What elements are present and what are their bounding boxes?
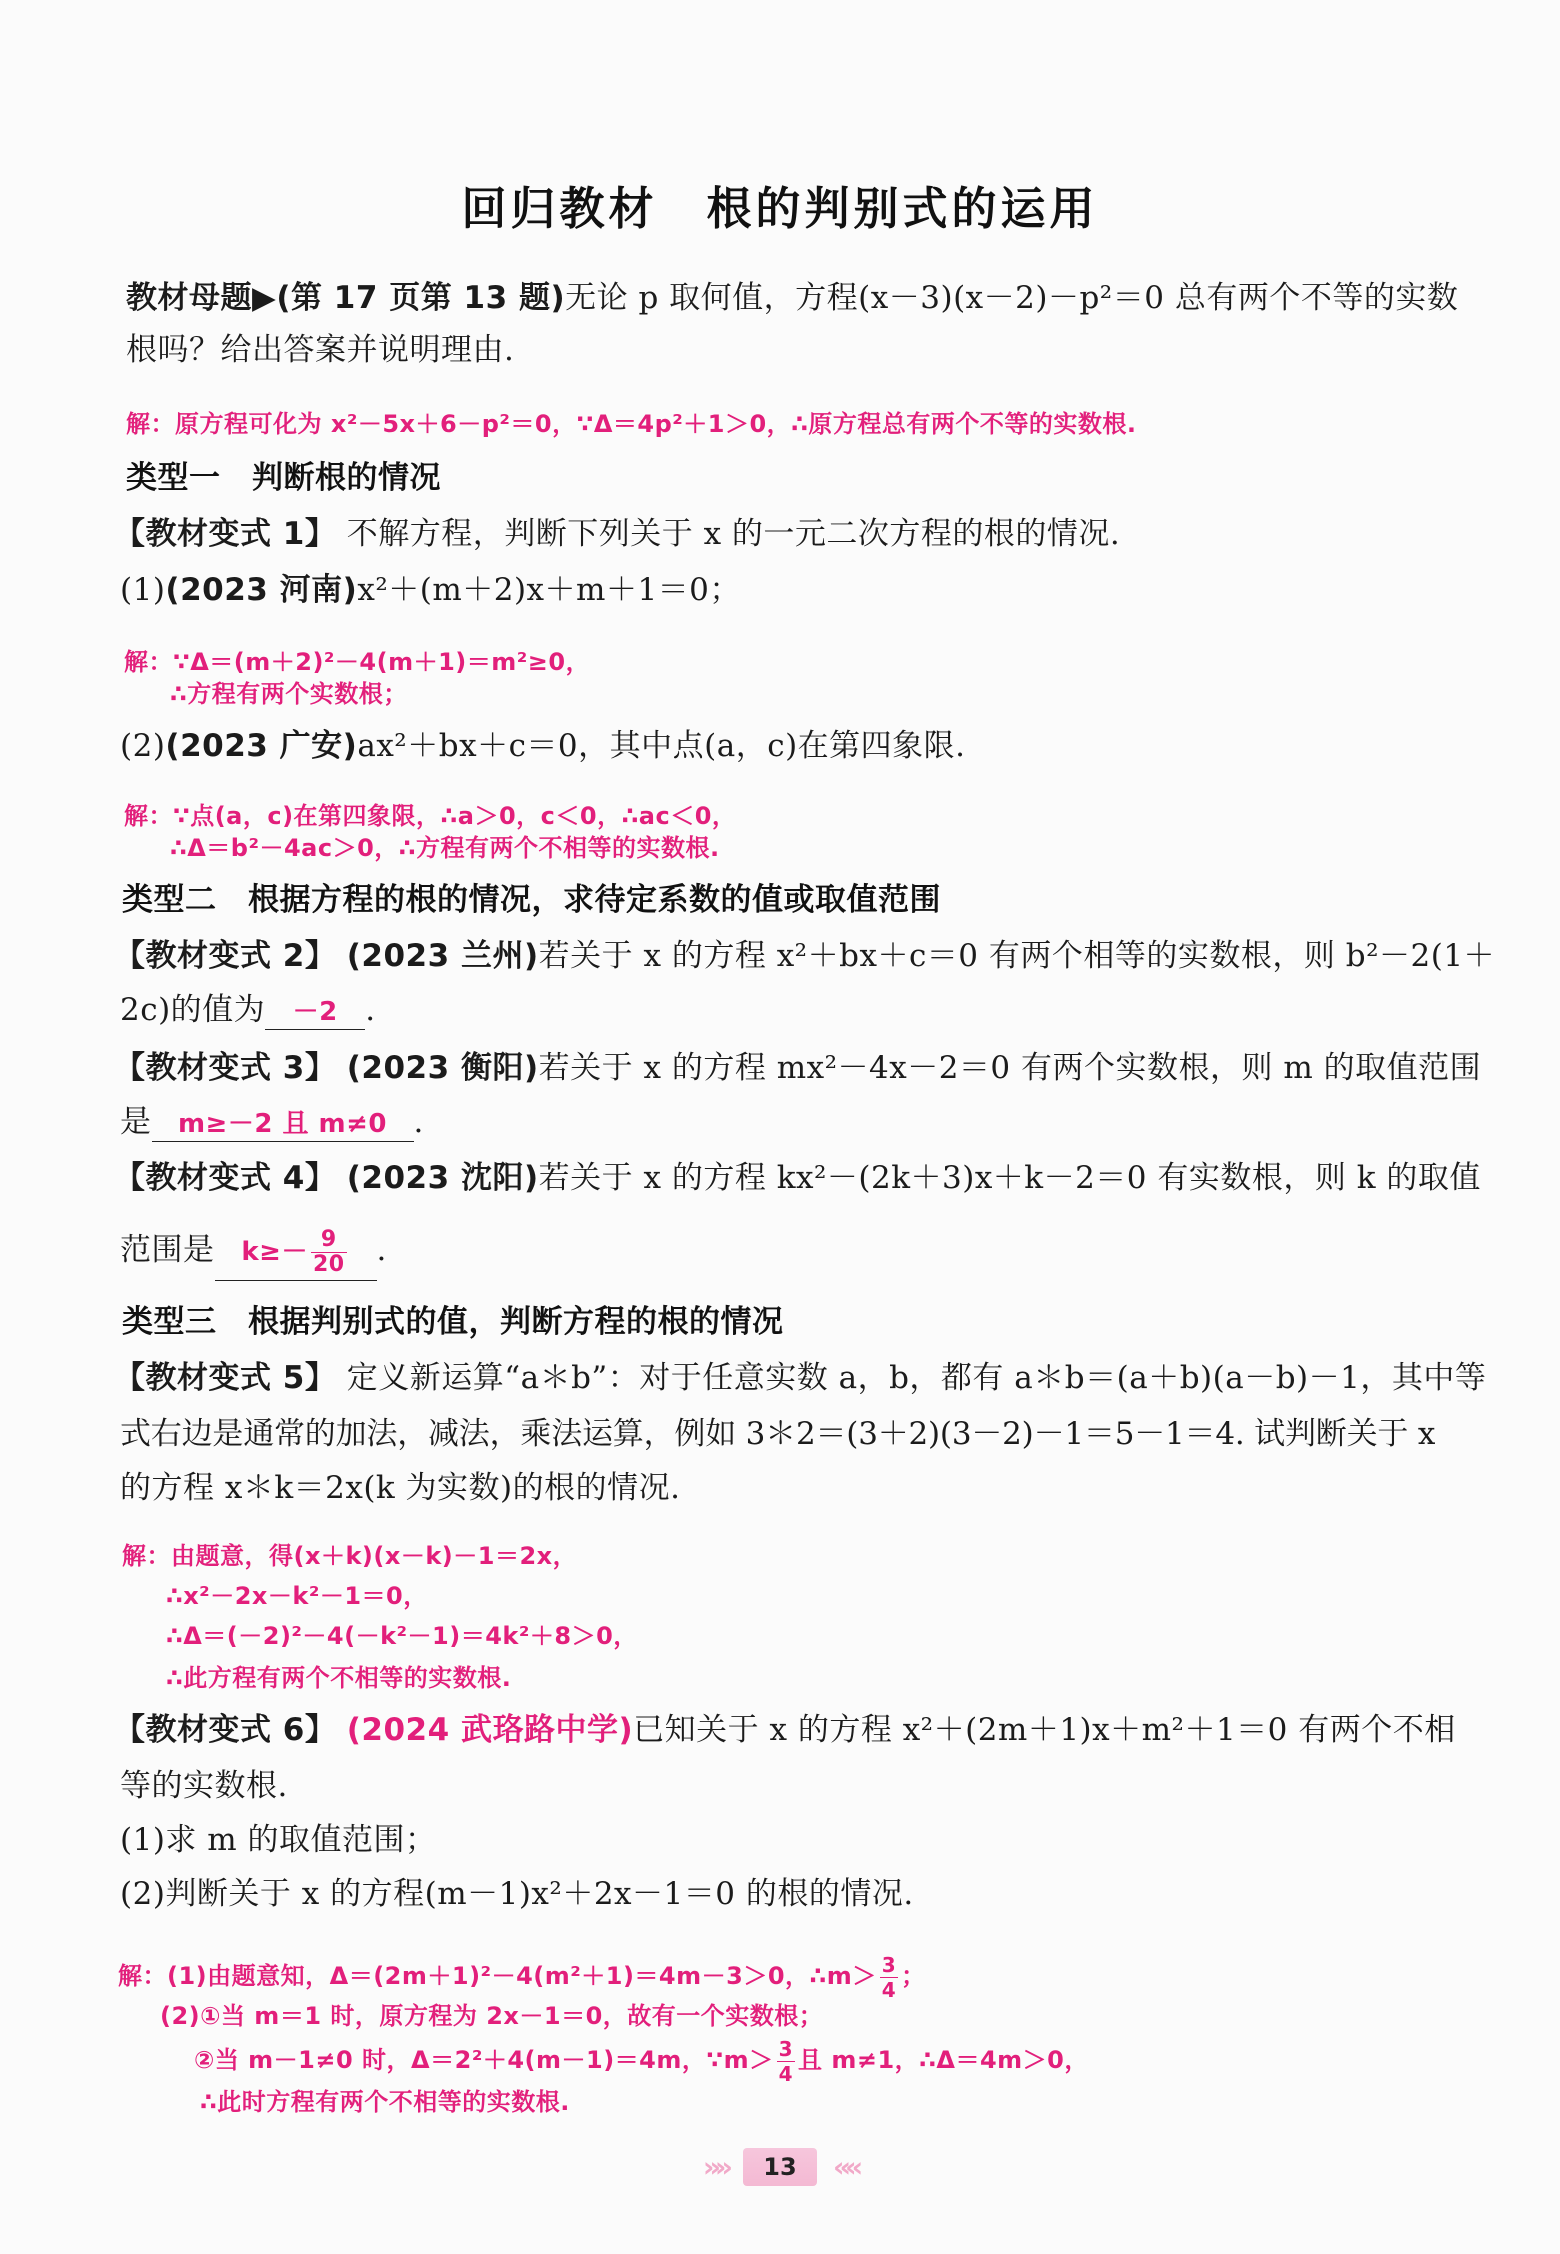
variant4-line1 [114, 1158, 1481, 1198]
variant3-period: . [413, 1104, 424, 1140]
variant2-text1: 若关于 x 的方程 x²＋bx＋c＝0 有两个相等的实数根，则 b²－2(1＋ [538, 938, 1496, 974]
variant2-answer: －2 [265, 995, 365, 1030]
variant4-period: . [376, 1232, 387, 1268]
mother-problem-label: 教材母题▶(第 17 页第 13 题) [126, 280, 566, 316]
sol6-line3-end: 且 m≠1，∴Δ＝4m＞0， [798, 2046, 1089, 2074]
variant2-label: 【教材变式 2】 [114, 938, 337, 974]
variant1-sol1-line2: ∴方程有两个实数根； [170, 680, 408, 708]
sol6-line3-text: ②当 m－1≠0 时，Δ＝2²＋4(m－1)＝4m，∵m＞ [194, 2046, 774, 2074]
variant3-text2: 是 [120, 1104, 152, 1140]
variant4-text2: 范围是 [120, 1232, 215, 1268]
chevron-left-icon: «« [833, 2150, 858, 2184]
variant6-line2: 等的实数根. [120, 1768, 288, 1804]
sol6-fraction-1 [880, 1953, 898, 2002]
variant1-text: 不解方程，判断下列关于 x 的一元二次方程的根的情况. [346, 516, 1121, 552]
type1-heading: 类型一 判断根的情况 [126, 460, 441, 496]
variant6-sol-line2: (2)①当 m＝1 时，原方程为 2x－1＝0，故有一个实数根； [160, 2002, 824, 2030]
variant2-text2: 2c)的值为 [120, 992, 266, 1028]
variant3-line1 [114, 1048, 1481, 1088]
type3-heading: 类型三 根据判别式的值，判断方程的根的情况 [122, 1304, 784, 1340]
variant5-text1: 定义新运算“a＊b”：对于任意实数 a，b，都有 a＊b＝(a＋b)(a－b)－1，其中等 [346, 1360, 1487, 1396]
variant5-sol-line1: 解：由题意，得(x＋k)(x－k)－1＝2x， [122, 1542, 578, 1570]
q2-equation: ax²＋bx＋c＝0，其中点(a，c)在第四象限. [357, 728, 966, 764]
variant4-fraction [311, 1228, 347, 1277]
q2-source: (2023 广安) [165, 728, 358, 764]
q1-equation: x²＋(m＋2)x＋m＋1＝0； [357, 572, 741, 608]
page-number: 13 [743, 2148, 817, 2186]
variant3-line2 [120, 1102, 424, 1142]
fraction-numerator: 3 [881, 1952, 897, 1977]
fraction-numerator: 3 [778, 2036, 794, 2061]
mother-problem-text1: 无论 p 取何值，方程(x－3)(x－2)－p²＝0 总有两个不等的实数 [565, 280, 1459, 316]
q2-prefix: (2) [120, 728, 166, 764]
variant1-line [114, 514, 1120, 554]
mother-solution: 解：原方程可化为 x²－5x＋6－p²＝0，∵Δ＝4p²＋1＞0，∴原方程总有两个不等的实数根. [126, 410, 1137, 438]
variant4-answer [215, 1224, 377, 1281]
q1-prefix: (1) [120, 572, 166, 608]
sol6-line1-end: ； [901, 1962, 926, 1990]
variant1-q2 [120, 726, 966, 766]
variant2-source: (2023 兰州) [346, 938, 539, 974]
variant4-line2 [120, 1222, 387, 1281]
page-footer [0, 2148, 1560, 2186]
q1-source: (2023 河南) [165, 572, 358, 608]
chevron-right-icon: »» [702, 2150, 727, 2184]
variant3-source: (2023 衡阳) [346, 1050, 539, 1086]
variant1-sol2-line1: 解：∵点(a，c)在第四象限，∴a＞0，c＜0，∴ac＜0， [124, 802, 737, 830]
type2-heading: 类型二 根据方程的根的情况，求待定系数的值或取值范围 [122, 882, 941, 918]
fraction-numerator: 9 [311, 1228, 347, 1253]
fraction-denominator: 4 [881, 1977, 897, 2002]
variant5-sol-line2: ∴x²－2x－k²－1＝0， [166, 1582, 428, 1610]
variant5-line3: 的方程 x＊k＝2x(k 为实数)的根的情况. [120, 1470, 681, 1506]
variant6-source: (2024 武珞路中学) [346, 1712, 634, 1748]
variant5-line2: 式右边是通常的加法，减法，乘法运算，例如 3＊2＝(3＋2)(3－2)－1＝5－1＝4. 试判断关于 x [120, 1416, 1436, 1452]
variant4-text1: 若关于 x 的方程 kx²－(2k＋3)x＋k－2＝0 有实数根，则 k 的取值 [538, 1160, 1481, 1196]
variant4-answer-prefix: k≥－ [241, 1237, 308, 1267]
variant5-line1 [114, 1358, 1486, 1398]
variant3-text1: 若关于 x 的方程 mx²－4x－2＝0 有两个实数根，则 m 的取值范围 [538, 1050, 1482, 1086]
mother-problem-line2: 根吗？给出答案并说明理由. [126, 332, 515, 368]
variant3-answer: m≥－2 且 m≠0 [152, 1107, 414, 1142]
fraction-denominator: 20 [312, 1252, 345, 1277]
variant6-line1 [114, 1710, 1456, 1750]
variant4-source: (2023 沈阳) [346, 1160, 539, 1196]
variant5-label: 【教材变式 5】 [114, 1360, 337, 1396]
variant6-text1: 已知关于 x 的方程 x²＋(2m＋1)x＋m²＋1＝0 有两个不相 [633, 1712, 1456, 1748]
variant3-label: 【教材变式 3】 [114, 1050, 337, 1086]
sol6-fraction-2 [777, 2037, 795, 2086]
variant4-label: 【教材变式 4】 [114, 1160, 337, 1196]
variant6-sol-line3 [194, 2032, 1089, 2088]
variant6-sol-line4: ∴此时方程有两个不相等的实数根. [200, 2088, 570, 2116]
variant2-line2 [120, 990, 376, 1030]
page-title: 回归教材 根的判别式的运用 [461, 182, 1099, 235]
sol6-line1-text: 解：(1)由题意知，Δ＝(2m＋1)²－4(m²＋1)＝4m－3＞0，∴m＞ [118, 1962, 877, 1990]
variant1-sol1-line1: 解：∵Δ＝(m＋2)²－4(m＋1)＝m²≥0， [124, 648, 591, 676]
variant2-period: . [365, 992, 376, 1028]
variant6-label: 【教材变式 6】 [114, 1712, 337, 1748]
variant5-sol-line4: ∴此方程有两个不相等的实数根. [166, 1664, 512, 1692]
variant5-sol-line3: ∴Δ＝(－2)²－4(－k²－1)＝4k²＋8＞0， [166, 1622, 638, 1650]
variant6-q2: (2)判断关于 x 的方程(m－1)x²＋2x－1＝0 的根的情况. [120, 1876, 914, 1912]
mother-problem-line1 [126, 278, 1458, 318]
variant2-line1 [114, 936, 1495, 976]
variant1-label: 【教材变式 1】 [114, 516, 337, 552]
variant1-sol2-line2: ∴Δ＝b²－4ac＞0，∴方程有两个不相等的实数根. [170, 834, 720, 862]
variant1-q1 [120, 570, 741, 610]
variant6-q1: (1)求 m 的取值范围； [120, 1822, 437, 1858]
fraction-denominator: 4 [778, 2061, 794, 2086]
